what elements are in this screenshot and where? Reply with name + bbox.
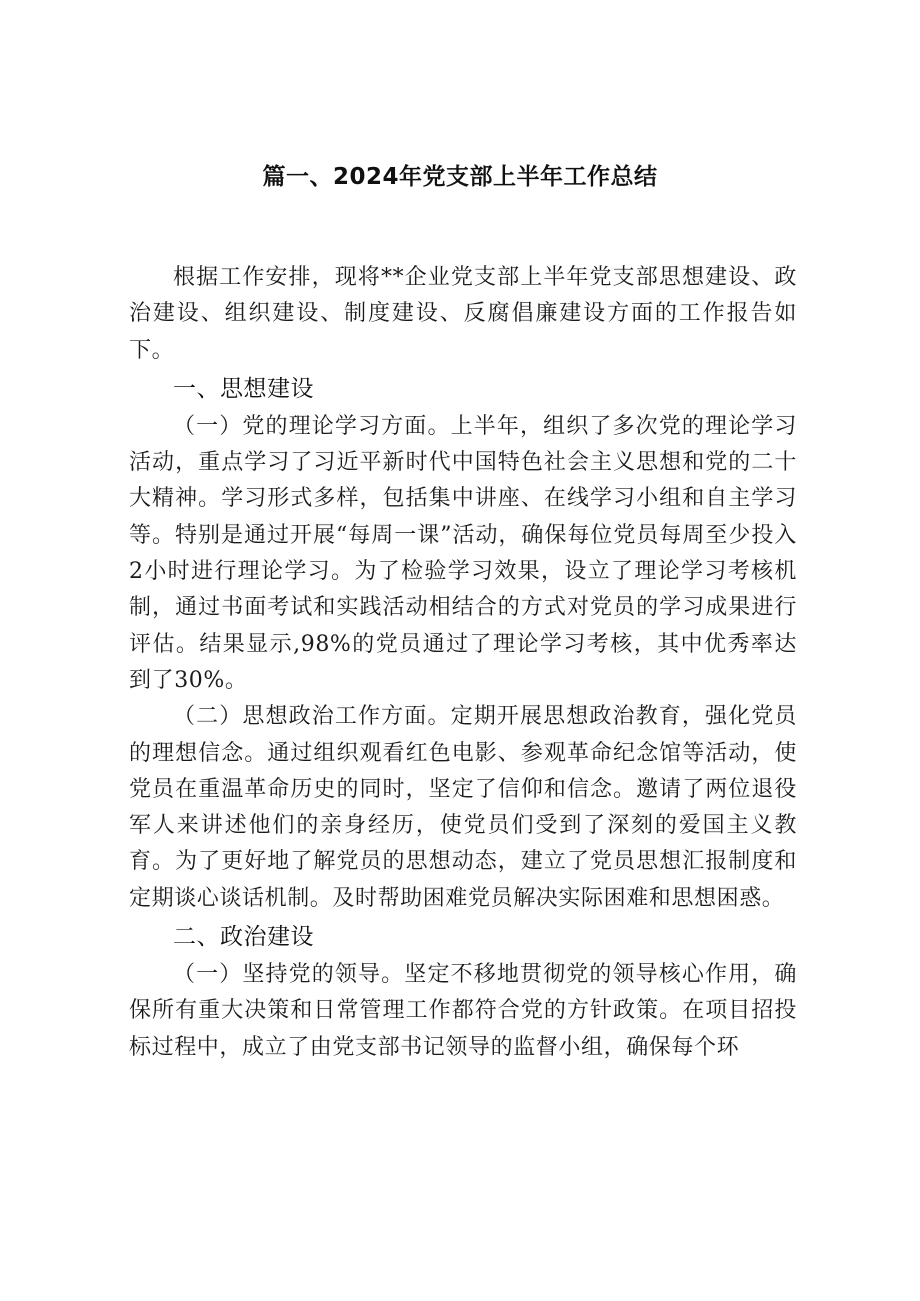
paragraph-theory-study: （一）党的理论学习方面。上半年，组织了多次党的理论学习活动，重点学习了习近平新时代中国特色社会主义思想和党的二十大精神。学习形式多样，包括集中讲座、在线学习小组和自主学习等。特别是通过开展“每周一课”活动，确保每位党员每周至少投入2小时进行理论学习。为了检验学习效果，设立了理论学习考核机制，通过书面考试和实践活动相结合的方式对党员的学习成果进行评估。结果显示,98%的党员通过了理论学习考核，其中优秀率达到了30%。 (129, 413, 797, 693)
section-heading-ideology: 一、思想建设 (173, 375, 314, 402)
intro-paragraph: 根据工作安排，现将**企业党支部上半年党支部思想建设、政治建设、组织建设、制度建设、反腐倡廉建设方面的工作报告如下。 (129, 265, 797, 363)
paragraph-political-work: （二）思想政治工作方面。定期开展思想政治教育，强化党员的理想信念。通过组织观看红色电影、参观革命纪念馆等活动，使党员在重温革命历史的同时，坚定了信仰和信念。邀请了两位退役军人来讲述他们的亲身经历，使党员们受到了深刻的爱国主义教育。为了更好地了解党员的思想动态，建立了党员思想汇报制度和定期谈心谈话机制。及时帮助困难党员解决实际困难和思想困惑。 (129, 704, 797, 911)
paragraph-party-leadership: （一）坚持党的领导。坚定不移地贯彻党的领导核心作用，确保所有重大决策和日常管理工作都符合党的方针政策。在项目招投标过程中，成立了由党支部书记领导的监督小组，确保每个环 (129, 962, 797, 1060)
section-heading-political: 二、政治建设 (173, 924, 314, 951)
document-title: 篇一、2024年党支部上半年工作总结 (262, 164, 658, 190)
document-body (129, 260, 797, 1066)
